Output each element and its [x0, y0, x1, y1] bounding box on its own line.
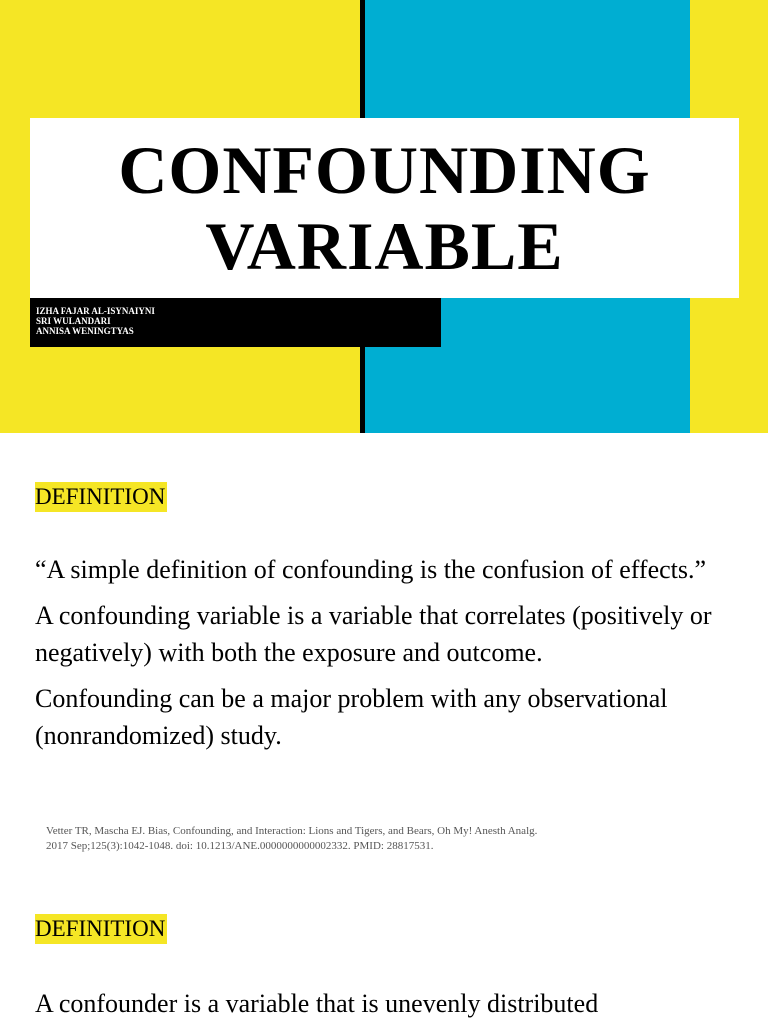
- reference-line-1: Vetter TR, Mascha EJ. Bias, Confounding, and Interaction: Lions and Tigers, and Bears, Oh My! Anesth Analg.: [46, 825, 538, 837]
- definition-paragraph-3: Confounding can be a major problem with any observational (nonrandomized) study.: [35, 684, 668, 750]
- definition-heading-2: DEFINITION: [35, 914, 167, 944]
- title-line-2: VARIABLE: [205, 208, 564, 284]
- definition-heading: DEFINITION: [35, 482, 167, 512]
- author-2: SRI WULANDARI: [36, 316, 111, 326]
- reference-line-2: 2017 Sep;125(3):1042-1048. doi: 10.1213/ANE.0000000000002332. PMID: 28817531.: [46, 840, 434, 852]
- title-line-1: CONFOUNDING: [118, 132, 651, 208]
- confounder-paragraph: A confounder is a variable that is unevenly distributed: [35, 989, 599, 1018]
- definition-body: [35, 551, 745, 763]
- title-slide: [0, 0, 768, 433]
- author-3: ANNISA WENINGTYAS: [36, 326, 134, 336]
- definition-quote: “A simple definition of confounding is the confusion of effects.”: [35, 555, 707, 584]
- definition-slide-2: [0, 873, 768, 1024]
- definition-slide-1: [0, 433, 768, 873]
- author-1: IZHA FAJAR AL-ISYNAIYNI: [36, 306, 155, 316]
- authors-box: [30, 298, 441, 347]
- definition-body-2: [35, 985, 745, 1024]
- reference-citation: [46, 824, 666, 854]
- definition-paragraph-2: A confounding variable is a variable that correlates (positively or negatively) with both the exposure and outcome.: [35, 601, 712, 667]
- title-box: [30, 118, 739, 298]
